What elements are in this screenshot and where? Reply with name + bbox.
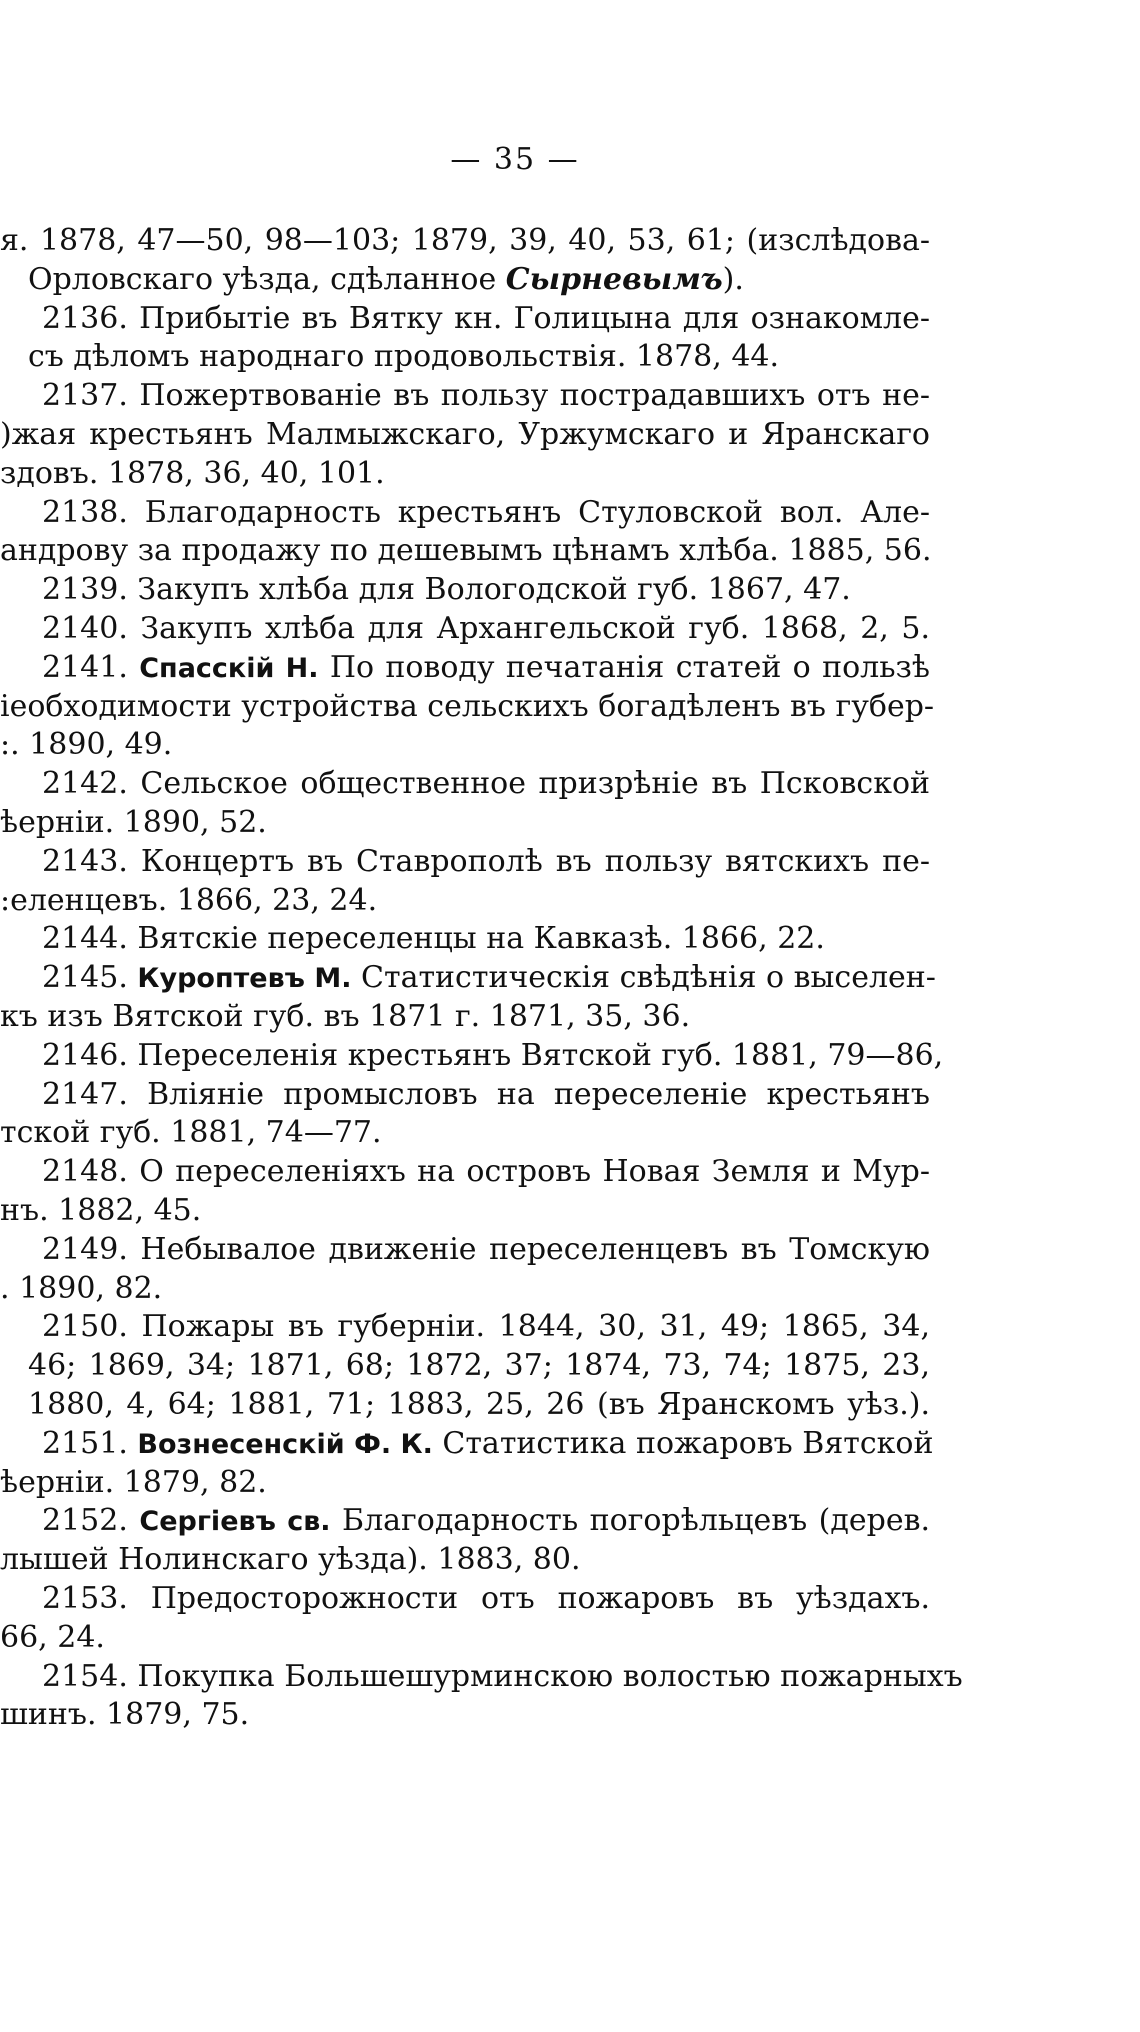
text-line <box>42 959 936 998</box>
text-line: 2144. Вятскіе переселенцы на Кавказѣ. 1866, 22. <box>42 921 825 956</box>
entry-number: 2151. <box>42 1426 138 1461</box>
text-line: 2147. Вліяніе промысловъ на переселеніе крестьянъ <box>42 1077 930 1112</box>
text-line: 2154. Покупка Большешурминскою волостью пожарныхъ <box>42 1659 963 1694</box>
text-line: 2137. Пожертвованіе въ пользу пострадавшихъ отъ не- <box>42 378 930 413</box>
entry-text: Статистика пожаровъ Вятской <box>432 1426 934 1461</box>
entry-number: 2152. <box>42 1503 140 1538</box>
text-line: 2136. Прибытіе въ Вятку кн. Голицына для ознакомле- <box>42 301 930 336</box>
text-line: 2149. Небывалое движеніе переселенцевъ въ Томскую <box>42 1232 930 1267</box>
entry-number: 2145. <box>42 960 138 995</box>
italic-author-name: Сырневымъ <box>505 262 723 297</box>
text-line: 46; 1869, 34; 1871, 68; 1872, 37; 1874, 73, 74; 1875, 23, <box>28 1348 930 1383</box>
text-line: 2150. Пожары въ губерніи. 1844, 30, 31, 49; 1865, 34, <box>42 1309 930 1344</box>
text-line: . 1890, 82. <box>0 1271 163 1306</box>
text-line: 2139. Закупъ хлѣба для Вологодской губ. 1867, 47. <box>42 572 851 607</box>
text-line: 2148. О переселеніяхъ на островъ Новая Земля и Мур- <box>42 1154 930 1189</box>
text-line: съ дѣломъ народнаго продовольствія. 1878, 44. <box>28 339 780 374</box>
entry-text: Благодарность погорѣльцевъ (дерев. <box>330 1503 930 1538</box>
text-line: шинъ. 1879, 75. <box>0 1697 250 1732</box>
author-name: Сергіевъ св. <box>139 1506 331 1537</box>
entry-text: По поводу печатанія статей о пользѣ <box>318 650 930 685</box>
text-line: андрову за продажу по дешевымъ цѣнамъ хлѣба. 1885, 56. <box>0 533 932 568</box>
text-line: лышей Нолинскаго уѣзда). 1883, 80. <box>0 1542 581 1577</box>
text-line: 2140. Закупъ хлѣба для Архангельской губ. 1868, 2, 5. <box>42 611 930 646</box>
entry-text: ). <box>722 262 744 297</box>
text-line: 2146. Переселенія крестьянъ Вятской губ. 1881, 79—86, <box>42 1038 944 1073</box>
text-line: я. 1878, 47—50, 98—103; 1879, 39, 40, 53, 61; (изслѣдова- <box>0 223 930 258</box>
text-line: :. 1890, 49. <box>0 727 173 762</box>
text-line: 66, 24. <box>0 1620 105 1655</box>
text-line <box>42 1502 930 1541</box>
author-name: Вознесенскій Ф. К. <box>137 1429 433 1460</box>
text-line: іеобходимости устройства сельскихъ богадѣленъ въ губер- <box>0 689 935 724</box>
text-line <box>42 1425 934 1464</box>
text-line <box>28 261 930 299</box>
text-line: 2153. Предосторожности отъ пожаровъ въ уѣздахъ. <box>42 1581 930 1616</box>
entry-text: Статистическія свѣдѣнія о выселен- <box>351 960 936 995</box>
text-line <box>42 649 930 688</box>
text-line: 1880, 4, 64; 1881, 71; 1883, 25, 26 (въ Яранскомъ уѣз.). <box>28 1387 930 1422</box>
text-line: :еленцевъ. 1866, 23, 24. <box>0 883 378 918</box>
text-line: тской губ. 1881, 74—77. <box>0 1115 382 1150</box>
text-line: 2143. Концертъ въ Ставрополѣ въ пользу вятскихъ пе- <box>42 844 930 879</box>
entry-text: Орловскаго уѣзда, сдѣланное <box>28 262 506 297</box>
entry-number: 2141. <box>42 650 140 685</box>
text-line: здовъ. 1878, 36, 40, 101. <box>0 456 385 491</box>
text-line: къ изъ Вятской губ. въ 1871 г. 1871, 35, 36. <box>0 999 691 1034</box>
text-line: нъ. 1882, 45. <box>0 1193 202 1228</box>
text-line: 2142. Сельское общественное призрѣніе въ Псковской <box>42 766 930 801</box>
text-line: ѣерніи. 1890, 52. <box>0 805 267 840</box>
page-number: — 35 — <box>450 142 580 177</box>
text-line: 2138. Благодарность крестьянъ Стуловской вол. Але- <box>42 495 930 530</box>
text-line: ѣерніи. 1879, 82. <box>0 1465 267 1500</box>
text-line: )жая крестьянъ Малмыжскаго, Уржумскаго и Яранскаго <box>0 417 930 452</box>
author-name: Куроптевъ М. <box>137 963 352 994</box>
author-name: Спасскій Н. <box>139 653 319 684</box>
